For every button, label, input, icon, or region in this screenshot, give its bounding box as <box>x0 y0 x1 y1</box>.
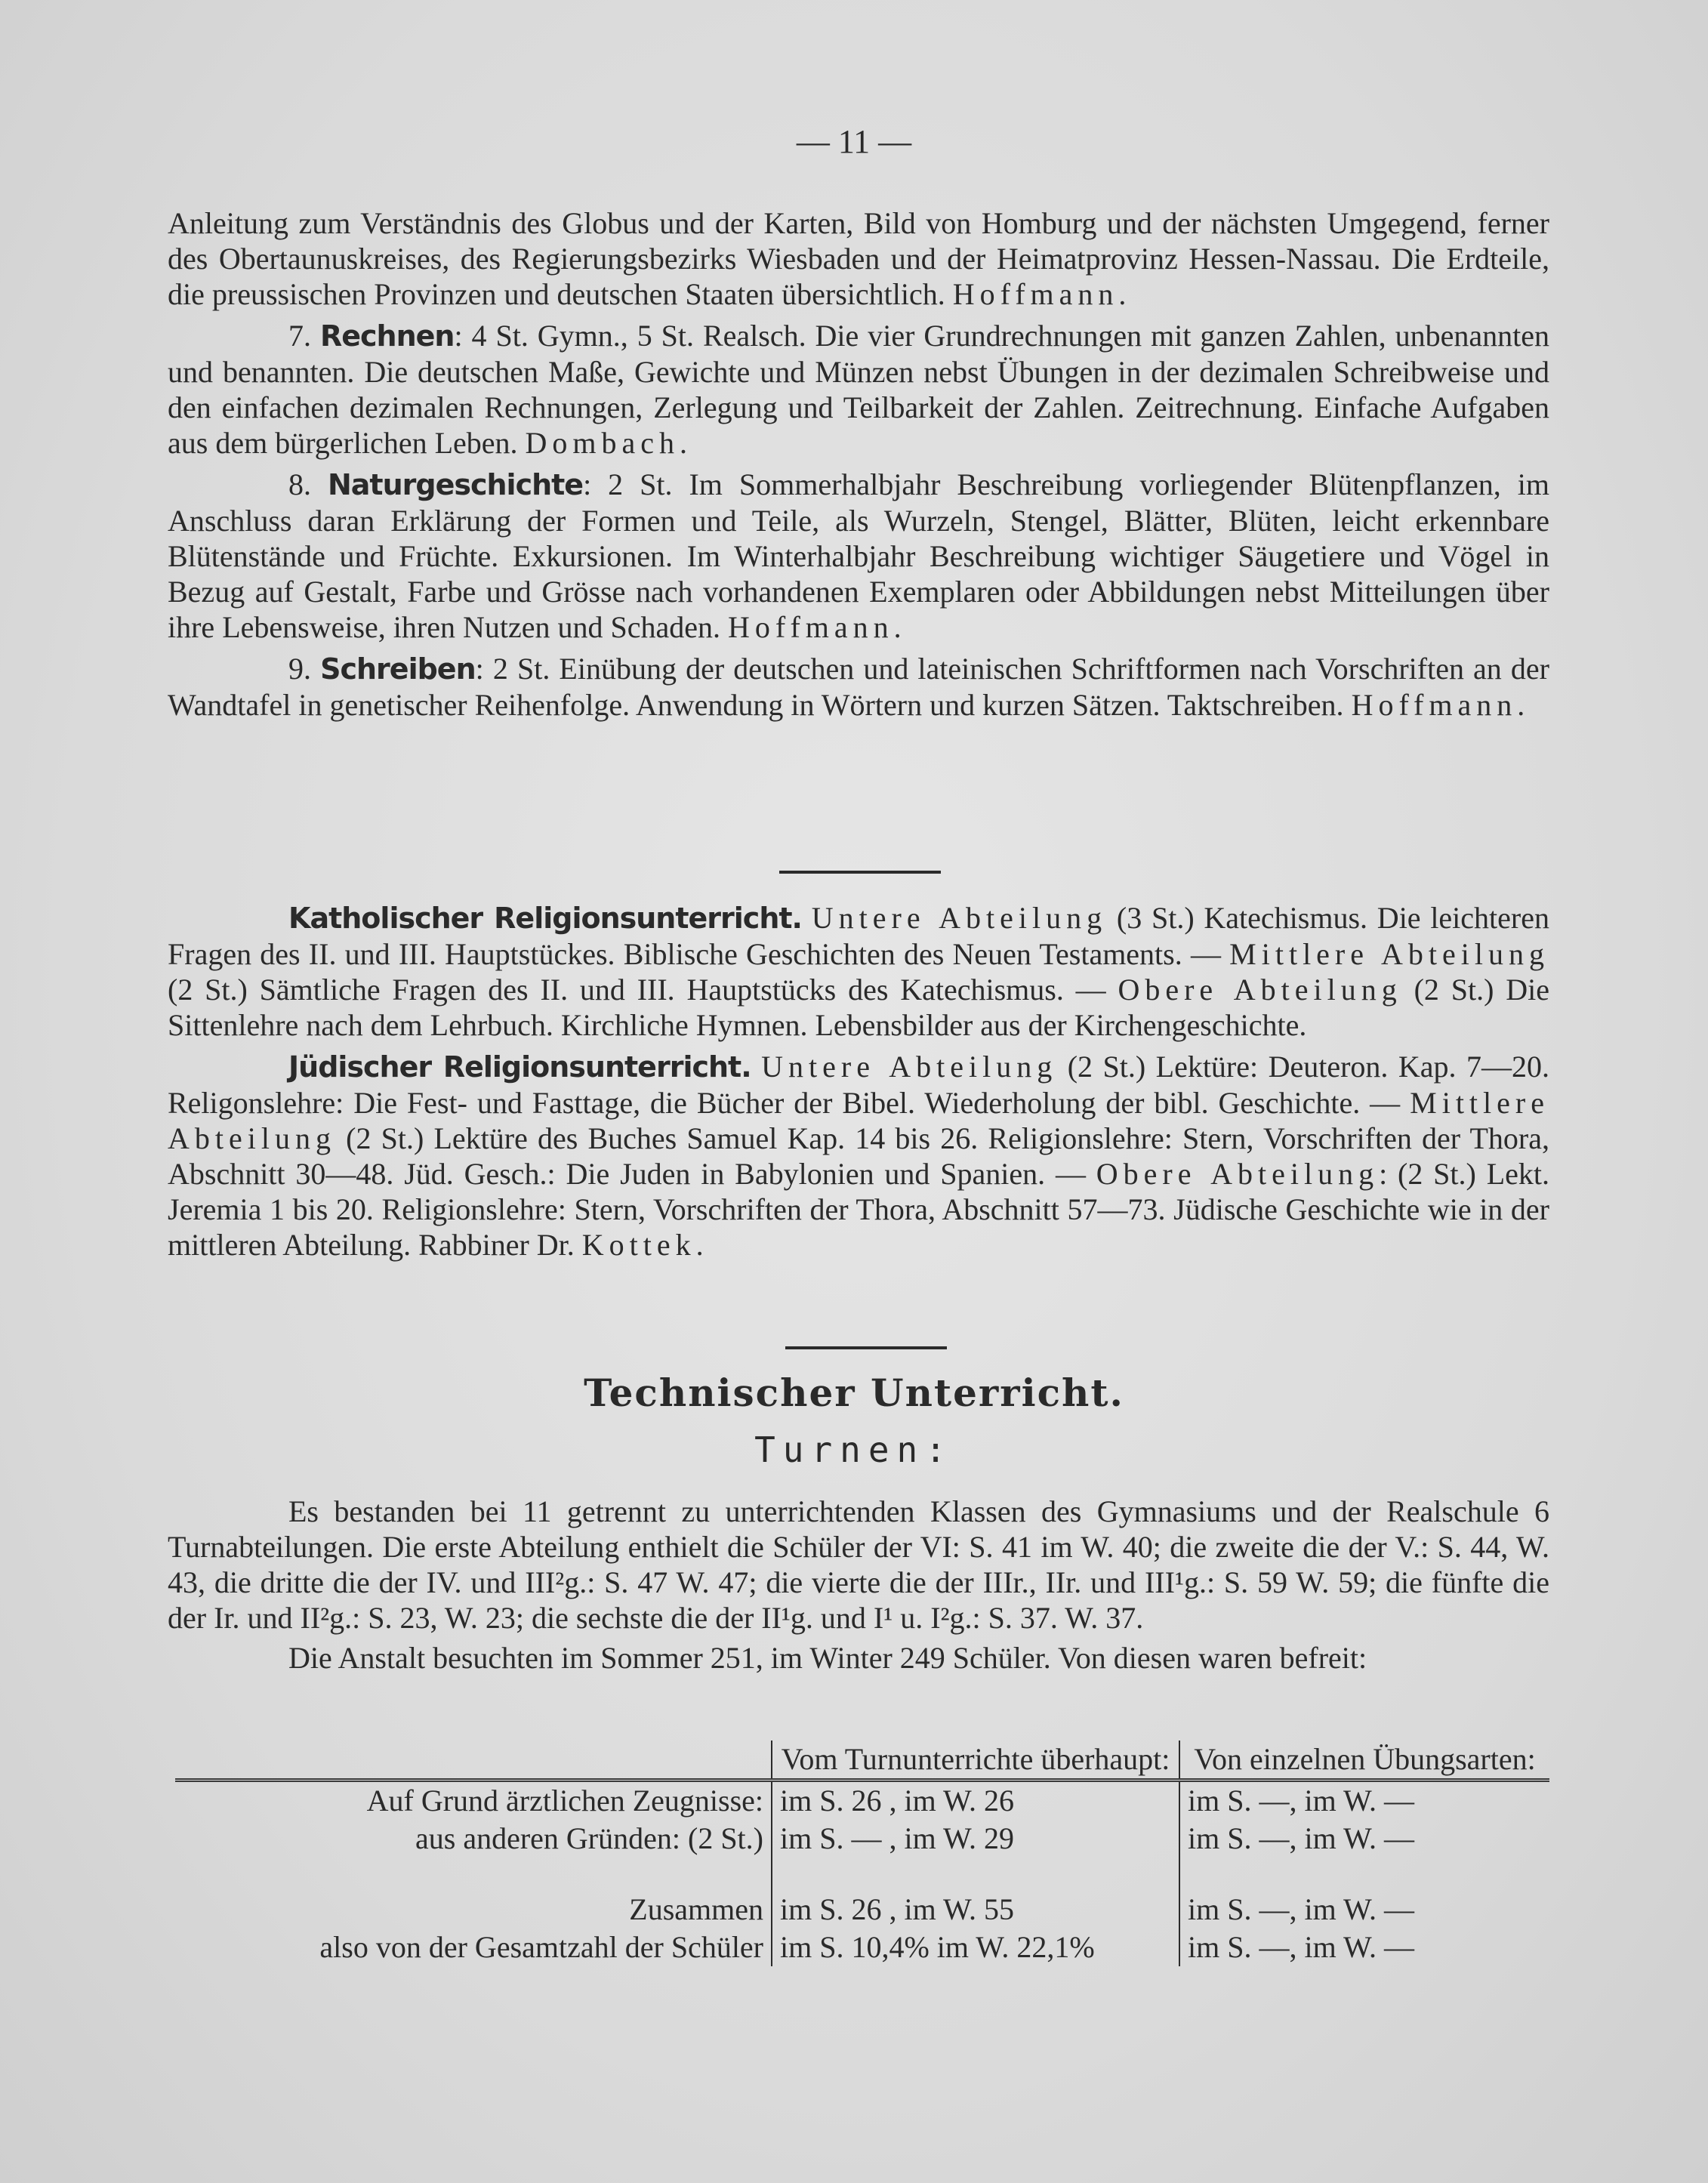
cell-overall: im S. — , im W. 29 <box>772 1820 1179 1858</box>
jued-middle-text: (2 St.) Lektüre des Buches Samuel Kap. 14 bis 26. Religionslehre: Stern, Vorschriften der Thora, Abschnitt 30—48. Jüd. Gesch.: Die Juden in Babylonien und Spanien. — <box>168 1121 1549 1191</box>
turnen-paragraph-1: Es bestanden bei 11 getrennt zu unterrichtenden Klassen des Gymnasiums und der Realschule 6 Turnabteilungen. Die erste Abteilung enthielt die Schüler der VI: S. 41 im W. 40; die zweite die der V.: S. 44, W. 43, die dritte die der IV. und III²g.: S. 47 W. 47; die vierte die der IIIr., IIr. und III¹g.: S. 59 W. 59; die fünfte die der Ir. und II²g.: S. 23, W. 23; die sechste die der II¹g. und I¹ u. I²g.: S. 37. W. 37. <box>168 1494 1549 1635</box>
row-label: aus anderen Gründen: (2 St.) <box>415 1821 763 1855</box>
naturgeschichte-number: 8. <box>288 467 311 501</box>
cell-overall: im S. 10,4% im W. 22,1% <box>772 1929 1179 1966</box>
technisch-heading: Technischer Unterricht. <box>584 1371 1124 1415</box>
jued-title: Jüdischer Religionsunterricht. <box>288 1050 751 1084</box>
rechnen-teacher: Dombach. <box>525 426 693 460</box>
jued-upper-text: : (2 St.) Lekt. Jeremia 1 bis 20. Religionslehre: Stern, Vorschriften der Thora, Abschnitt 57—73. Jüdische Geschichte wie in der mittleren Abteilung. Rabbiner Dr. <box>168 1157 1549 1262</box>
cell-exercises: im S. —, im W. — <box>1179 1891 1549 1929</box>
jued-upper-label: Obere Abteilung <box>1096 1157 1380 1191</box>
turnen-heading: Turnen: <box>754 1429 954 1470</box>
naturgeschichte-paragraph <box>168 467 1549 645</box>
turnen-paragraph-2: Die Anstalt besuchten im Sommer 251, im Winter 249 Schüler. Von diesen waren befreit: <box>288 1641 1367 1675</box>
row-label: Zusammen <box>629 1892 763 1926</box>
section-divider <box>779 871 941 874</box>
table-row <box>175 1891 1549 1929</box>
kath-upper-label: Obere Abteilung <box>1118 973 1402 1007</box>
rechnen-paragraph <box>168 318 1549 461</box>
kath-middle-label: Mittlere Abteilung <box>1229 937 1549 971</box>
jued-lower-text: (2 St.) Lektüre: Deuteron. Kap. 7—20. Religonslehre: Die Fest- und Fasttage, die Bücher der Bibel. Wiederholung der bibl. Geschichte. — <box>168 1050 1550 1120</box>
cell-overall: im S. 26 , im W. 26 <box>772 1781 1179 1821</box>
geographie-teacher: Hoffmann. <box>952 277 1132 311</box>
rechnen-title: Rechnen <box>319 319 455 353</box>
kath-middle-text: (2 St.) Sämtliche Fragen des II. und III. Hauptstücks des Katechismus. — <box>168 973 1118 1007</box>
schreiben-paragraph <box>168 651 1549 723</box>
schreiben-number: 9. <box>288 652 311 686</box>
kath-title: Katholischer Religionsunterricht. <box>288 902 802 935</box>
cell-exercises: im S. —, im W. — <box>1179 1820 1549 1858</box>
table-row <box>175 1781 1549 1821</box>
jued-teacher: Kottek. <box>581 1228 709 1262</box>
kath-lower-text: (3 St.) Katechismus. Die leichteren Fragen des II. und III. Hauptstückes. Biblische Geschichten des Neuen Testaments. — <box>168 901 1549 971</box>
section-divider-2 <box>785 1346 947 1349</box>
col-header-exercises: Von einzelnen Übungsarten: <box>1179 1741 1549 1781</box>
schreiben-teacher: Hoffmann. <box>1351 688 1531 722</box>
naturgeschichte-title: Naturgeschichte <box>327 468 584 501</box>
kath-upper-text: (2 St.) Die Sittenlehre nach dem Lehrbuch. Kirchliche Hymnen. Lebensbilder aus der Kirchengeschichte. <box>168 973 1549 1042</box>
col-header-overall: Vom Turnunterrichte überhaupt: <box>772 1741 1179 1781</box>
lesson-plan-body <box>168 205 1549 723</box>
geographie-paragraph <box>168 205 1549 312</box>
religion-body <box>168 900 1549 1263</box>
schreiben-title: Schreiben <box>320 652 476 686</box>
table-spacer <box>175 1858 1549 1891</box>
table-row <box>175 1820 1549 1858</box>
kath-lower-label: Untere Abteilung <box>811 901 1108 935</box>
jued-middle-label: Mittlere Abteilung <box>168 1086 1549 1155</box>
row-label: Auf Grund ärztlichen Zeugnisse: <box>175 1781 772 1821</box>
cell-overall: im S. 26 , im W. 55 <box>772 1891 1179 1929</box>
naturgeschichte-text: : 2 St. Im Sommerhalbjahr Beschreibung vorliegender Blütenpflanzen, im Anschluss daran Erklärung der Formen und Teile, als Wurzeln, Stengel, Blätter, Blüten, leicht erkennbare Blütenstände und Früchte. Exkursionen. Im Winterhalbjahr Beschreibung wichtiger Säugetiere und Vögel in Bezug auf Gestalt, Farbe und Grösse nach vorhandenen Exemplaren oder Abbildungen nebst Mitteilungen über ihre Lebensweise, ihren Nutzen und Schaden. <box>168 467 1549 644</box>
table-header-row <box>175 1741 1549 1781</box>
rechnen-text: : 4 St. Gymn., 5 St. Realsch. Die vier Grundrechnungen mit ganzen Zahlen, unbenannten und benannten. Die deutschen Maße, Gewichte und Münzen nebst Übungen in der dezimalen Schreibweise und den einfachen dezimalen Rechnungen, Zerlegung und Teilbarkeit der Zahlen. Zeitrechnung. Einfache Aufgaben aus dem bürgerlichen Leben. <box>168 319 1550 460</box>
rechnen-number: 7. <box>288 319 311 353</box>
cell-exercises: im S. —, im W. — <box>1179 1781 1549 1821</box>
schreiben-text: : 2 St. Einübung der deutschen und lateinischen Schriftformen nach Vorschriften an der Wandtafel in genetischer Reihenfolge. Anwendung in Wörtern und kurzen Sätzen. Taktschreiben. <box>168 652 1549 722</box>
page-number: — 11 — <box>796 123 912 160</box>
turnen-body <box>168 1494 1549 1676</box>
exemption-table <box>175 1741 1549 1966</box>
naturgeschichte-teacher: Hoffmann. <box>727 610 907 644</box>
table-row <box>175 1929 1549 1966</box>
jued-lower-label: Untere Abteilung <box>761 1050 1058 1084</box>
jued-paragraph <box>168 1049 1549 1263</box>
kath-paragraph <box>168 900 1549 1043</box>
table-header-empty <box>175 1741 772 1781</box>
geographie-text: Anleitung zum Verständnis des Globus und der Karten, Bild von Homburg und der nächsten Umgegend, ferner des Obertaunuskreises, des Regierungsbezirks Wiesbaden und der Heimatprovinz Hessen-Nassau. Die Erdteile, die preussischen Provinzen und deutschen Staaten übersichtlich. <box>168 206 1549 311</box>
cell-exercises: im S. —, im W. — <box>1179 1929 1549 1966</box>
row-label: also von der Gesamtzahl der Schüler <box>319 1930 763 1964</box>
